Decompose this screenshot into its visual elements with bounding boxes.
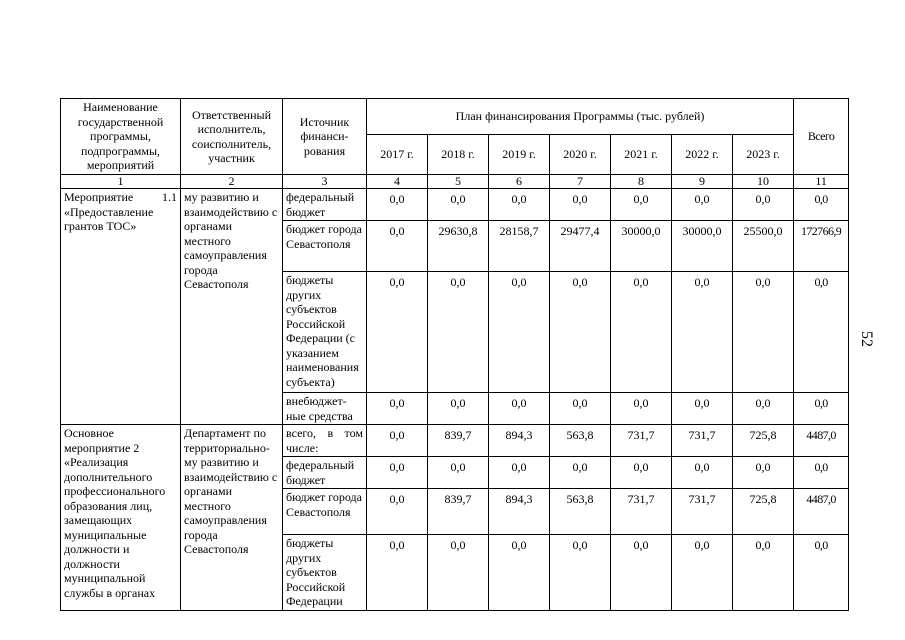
col-number: 1 [61,175,181,189]
value-cell: 0,0 [550,189,611,221]
value-cell: 29630,8 [428,221,489,272]
value-cell: 0,0 [489,272,550,393]
measure-2-cell [61,425,181,611]
value-cell: 0,0 [611,189,672,221]
header-executor: Ответственный исполнитель, соисполнитель, участник [181,99,283,175]
value-cell: 725,8 [733,425,794,457]
value-cell: 0,0 [611,272,672,393]
value-cell: 731,7 [611,425,672,457]
value-cell: 0,0 [733,272,794,393]
header-total: Всего [794,99,849,175]
total-cell: 4487,0 [794,489,849,535]
col-number: 5 [428,175,489,189]
value-cell: 0,0 [367,457,428,489]
value-cell: 30000,0 [611,221,672,272]
value-cell: 0,0 [611,393,672,425]
col-number: 7 [550,175,611,189]
col-number: 2 [181,175,283,189]
value-cell: 0,0 [550,457,611,489]
value-cell: 0,0 [367,393,428,425]
total-cell: 172766,9 [794,221,849,272]
source-cell: внебюджет-ные средства [283,393,367,425]
value-cell: 0,0 [550,393,611,425]
financing-table [60,98,849,611]
value-cell: 894,3 [489,425,550,457]
year-2020: 2020 г. [550,135,611,175]
value-cell: 0,0 [428,457,489,489]
value-cell: 0,0 [672,457,733,489]
value-cell: 29477,4 [550,221,611,272]
value-cell: 0,0 [428,189,489,221]
value-cell: 0,0 [489,535,550,611]
total-cell: 4487,0 [794,425,849,457]
total-cell: 0,0 [794,189,849,221]
col-number: 10 [733,175,794,189]
value-cell: 0,0 [550,272,611,393]
value-cell: 0,0 [672,535,733,611]
year-2021: 2021 г. [611,135,672,175]
source-cell: бюджет города Севастополя [283,221,367,272]
total-cell: 0,0 [794,393,849,425]
executor-cell: му развитию и взаимодействию с органами местного самоуправления города Севастополя [181,189,283,425]
value-cell: 0,0 [489,393,550,425]
col-number: 4 [367,175,428,189]
value-cell: 0,0 [367,489,428,535]
header-name: Наименование государственной программы, подпрограммы, мероприятий [61,99,181,175]
executor-cell [181,425,283,611]
header-plan: План финансирования Программы (тыс. рублей) [367,99,794,135]
value-cell: 30000,0 [672,221,733,272]
value-cell: 0,0 [367,221,428,272]
value-cell: 0,0 [672,189,733,221]
value-cell: 0,0 [733,457,794,489]
value-cell: 0,0 [367,425,428,457]
year-2019: 2019 г. [489,135,550,175]
value-cell: 731,7 [672,425,733,457]
value-cell: 563,8 [550,425,611,457]
value-cell: 731,7 [611,489,672,535]
source-cell: федеральный бюджет [283,457,367,489]
value-cell: 0,0 [489,457,550,489]
value-cell: 0,0 [733,189,794,221]
total-cell: 0,0 [794,535,849,611]
header-source: Источник финанси-рования [283,99,367,175]
value-cell: 839,7 [428,489,489,535]
value-cell: 0,0 [672,272,733,393]
value-cell: 0,0 [428,393,489,425]
col-number: 11 [794,175,849,189]
value-cell: 0,0 [428,535,489,611]
year-2022: 2022 г. [672,135,733,175]
executor-text: территориально-му развитию и взаимодействию с органами местного самоуправления города Севастополя [184,440,278,556]
executor-first-line: Департамент по [184,426,266,440]
value-cell: 0,0 [550,535,611,611]
value-cell: 0,0 [733,535,794,611]
value-cell: 0,0 [428,272,489,393]
value-cell: 731,7 [672,489,733,535]
total-cell: 0,0 [794,457,849,489]
measure-title-first-line: Мероприятие 1.1 [64,190,177,204]
col-number: 6 [489,175,550,189]
value-cell: 28158,7 [489,221,550,272]
source-cell: бюджеты других субъектов Российской Федерации [283,535,367,611]
value-cell: 0,0 [367,535,428,611]
value-cell: 0,0 [367,189,428,221]
value-cell: 563,8 [550,489,611,535]
col-number: 3 [283,175,367,189]
measure-title-first-line: Основное [64,426,114,440]
value-cell: 839,7 [428,425,489,457]
total-cell: 0,0 [794,272,849,393]
page-number: 52 [858,331,875,347]
measure-title: мероприятие 2 «Реализация дополнительного профессионального образования лиц, замещающих муниципальные должности и должности муниципальной службы в органах [64,440,166,600]
value-cell: 0,0 [611,535,672,611]
value-cell: 0,0 [672,393,733,425]
value-cell: 894,3 [489,489,550,535]
value-cell: 25500,0 [733,221,794,272]
value-cell: 0,0 [367,272,428,393]
source-cell: всего, в том числе: [283,425,367,457]
col-number: 8 [611,175,672,189]
year-2018: 2018 г. [428,135,489,175]
source-cell: бюджет города Севастополя [283,489,367,535]
value-cell: 0,0 [733,393,794,425]
year-2017: 2017 г. [367,135,428,175]
value-cell: 725,8 [733,489,794,535]
value-cell: 0,0 [489,189,550,221]
year-2023: 2023 г. [733,135,794,175]
value-cell: 0,0 [611,457,672,489]
measure-1-1-cell [61,189,181,425]
source-cell: федеральный бюджет [283,189,367,221]
measure-title: «Предоставление грантов ТОС» [64,204,154,233]
source-cell: бюджеты других субъектов Российской Федерации (с указанием наименования субъекта) [283,272,367,393]
col-number: 9 [672,175,733,189]
